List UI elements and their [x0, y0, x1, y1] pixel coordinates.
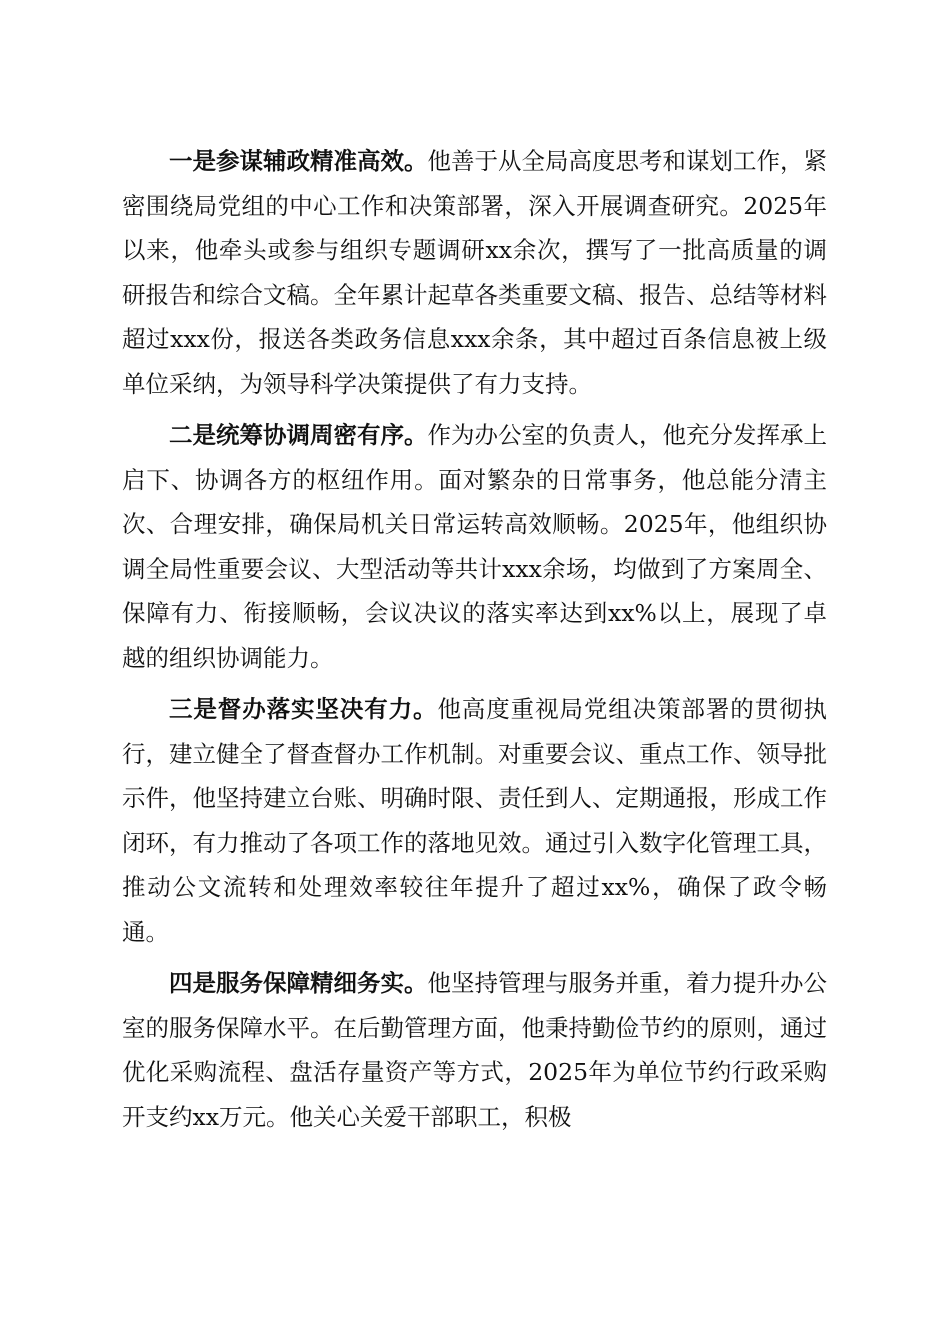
paragraph-3-lead: 三是督办落实坚决有力。: [169, 695, 438, 723]
document-body: [122, 139, 827, 1139]
paragraph-1: [122, 139, 827, 406]
paragraph-2-lead: 二是统筹协调周密有序。: [169, 421, 428, 449]
paragraph-4-lead: 四是服务保障精细务实。: [169, 969, 428, 997]
paragraph-1-lead: 一是参谋辅政精准高效。: [169, 147, 428, 175]
paragraph-3-body: 他高度重视局党组决策部署的贯彻执行，建立健全了督查督办工作机制。对重要会议、重点工作、领导批示件，他坚持建立台账、明确时限、责任到人、定期通报，形成工作闭环，有力推动了各项工作的落地见效。通过引入数字化管理工具，推动公文流转和处理效率较往年提升了超过xx%，确保了政令畅通。: [122, 695, 828, 946]
paragraph-2: [122, 413, 827, 680]
paragraph-3: [122, 687, 827, 954]
paragraph-1-body: 他善于从全局高度思考和谋划工作，紧密围绕局党组的中心工作和决策部署，深入开展调查研究。2025年以来，他牵头或参与组织专题调研xx余次，撰写了一批高质量的调研报告和综合文稿。全年累计起草各类重要文稿、报告、总结等材料超过xxx份，报送各类政务信息xxx余条，其中超过百条信息被上级单位采纳，为领导科学决策提供了有力支持。: [122, 147, 827, 398]
paragraph-2-body: 作为办公室的负责人，他充分发挥承上启下、协调各方的枢纽作用。面对繁杂的日常事务，他总能分清主次、合理安排，确保局机关日常运转高效顺畅。2025年，他组织协调全局性重要会议、大型活动等共计xxx余场，均做到了方案周全、保障有力、衔接顺畅，会议决议的落实率达到xx%以上，展现了卓越的组织协调能力。: [122, 421, 827, 672]
paragraph-4: [122, 961, 827, 1139]
paragraph-4-body: 他坚持管理与服务并重，着力提升办公室的服务保障水平。在后勤管理方面，他秉持勤俭节约的原则，通过优化采购流程、盘活存量资产等方式，2025年为单位节约行政采购开支约xx万元。他关心关爱干部职工，积极: [122, 969, 827, 1131]
